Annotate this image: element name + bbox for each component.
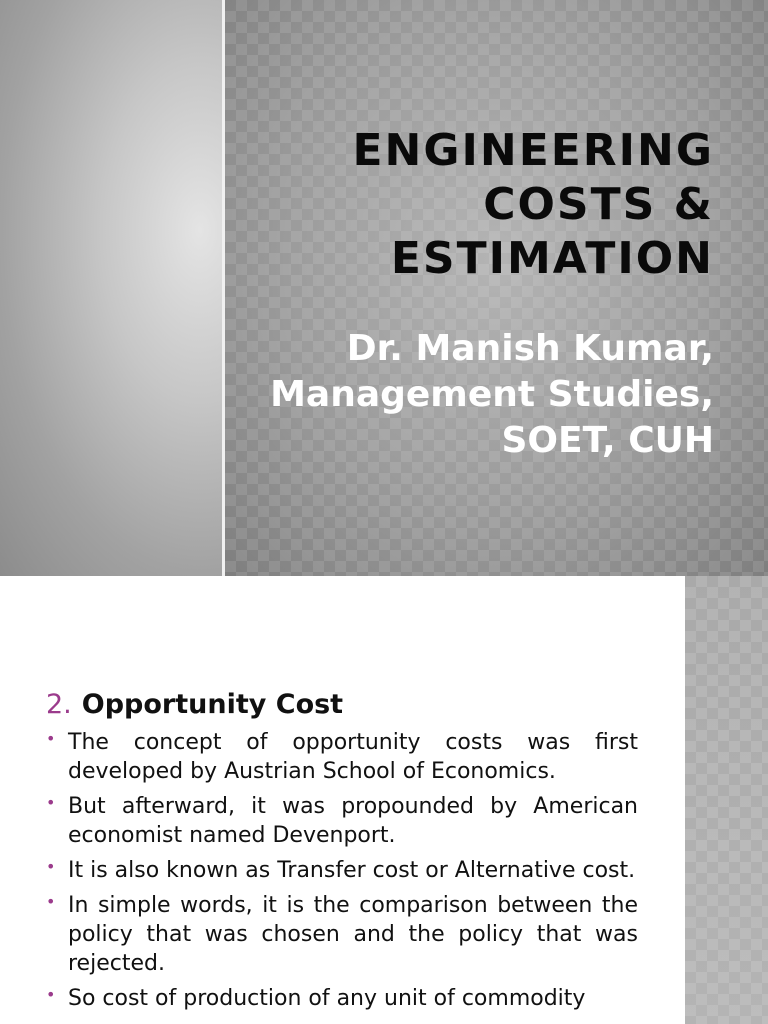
list-item-text: The concept of opportunity costs was first developed by Austrian School of Economics. (68, 730, 638, 784)
slide-subtitle (194, 326, 714, 464)
bullet-icon: • (46, 857, 56, 876)
section-number: 2. (46, 689, 72, 720)
list-item (46, 728, 638, 786)
section-heading (46, 688, 343, 722)
slide-subtitle-line: Management Studies, (270, 374, 714, 415)
slide-title (234, 124, 714, 286)
list-item-text: In simple words, it is the comparison between the policy that was chosen and the policy that was rejected. (68, 893, 638, 976)
bullet-icon: • (46, 793, 56, 812)
slide-title-line: COSTS & (483, 179, 714, 230)
slide-subtitle-line: Dr. Manish Kumar, (346, 328, 714, 369)
section-heading-text: Opportunity Cost (81, 689, 344, 720)
list-item (46, 891, 638, 978)
bullet-icon: • (46, 892, 56, 911)
list-item-text: But afterward, it was propounded by American economist named Devenport. (68, 794, 638, 848)
title-slide-right-panel (225, 0, 768, 576)
content-slide (0, 576, 768, 1024)
content-slide-side-bar (685, 576, 768, 1024)
list-item (46, 984, 638, 1013)
list-item (46, 856, 638, 885)
list-item-text: It is also known as Transfer cost or Alternative cost. (68, 858, 636, 883)
bullet-icon: • (46, 985, 56, 1004)
slide-title-line: ESTIMATION (390, 233, 714, 284)
bullet-list (46, 728, 638, 1019)
slide-title-line: ENGINEERING (352, 125, 714, 176)
bullet-icon: • (46, 729, 56, 748)
slide-subtitle-line: SOET, CUH (501, 420, 714, 461)
list-item (46, 792, 638, 850)
title-slide-left-panel (0, 0, 222, 576)
list-item-text: So cost of production of any unit of commodity (68, 986, 586, 1011)
